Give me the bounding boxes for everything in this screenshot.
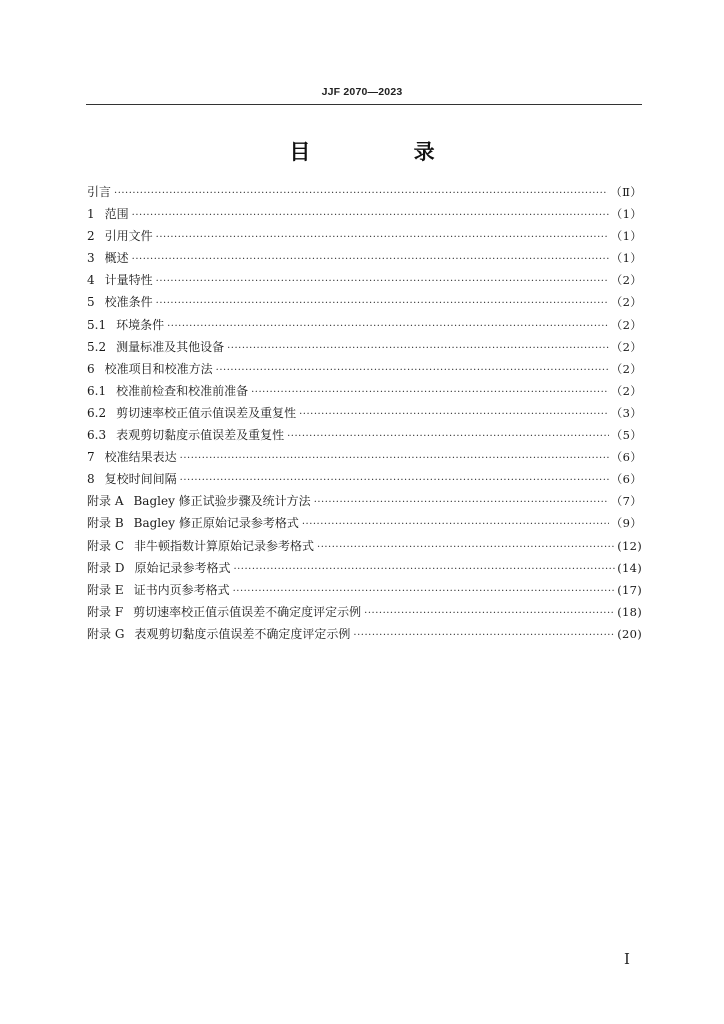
toc-entry-page: （1） <box>610 251 642 266</box>
toc-dot-leader <box>156 227 609 249</box>
toc-entry-label <box>87 247 132 269</box>
toc-entry-text: Bagley 修正试验步骤及统计方法 <box>133 494 311 509</box>
toc-entry-text: 证书内页参考格式 <box>133 582 230 597</box>
toc-entry-page: （2） <box>610 317 642 332</box>
toc-dot-leader <box>299 404 609 426</box>
toc-entry[interactable] <box>87 601 642 623</box>
toc-entry-text: 表观剪切黏度示值误差及重复性 <box>116 428 285 443</box>
toc-entry-label <box>87 203 132 225</box>
toc-entry-page: （2） <box>610 361 642 376</box>
toc-entry-number: 附录 B <box>87 516 124 531</box>
toc-entry[interactable] <box>87 579 642 601</box>
toc-entry-number: 附录 C <box>87 538 124 553</box>
toc-entry[interactable] <box>87 291 642 313</box>
toc-entry[interactable] <box>87 446 642 468</box>
toc-entry-label <box>87 358 216 380</box>
toc-entry[interactable] <box>87 535 642 557</box>
toc-entry-text: 校准结果表达 <box>104 450 177 465</box>
toc-entry[interactable] <box>87 247 642 269</box>
toc-entry-number: 6 <box>87 361 95 376</box>
toc-entry[interactable] <box>87 490 642 512</box>
toc-entry-text: 校准条件 <box>104 295 153 310</box>
toc-entry-number: 8 <box>87 472 95 487</box>
toc-entry-label <box>87 402 299 424</box>
toc-entry-label <box>87 490 314 512</box>
toc-entry-page: (12) <box>617 538 642 553</box>
toc-entry-page: （2） <box>610 339 642 354</box>
toc-entry-number: 5.1 <box>87 317 107 332</box>
toc-entry-number: 2 <box>87 229 95 244</box>
toc-entry-page: （5） <box>610 428 642 443</box>
header-rule <box>86 104 642 105</box>
toc-entry-text: 引用文件 <box>104 229 153 244</box>
toc-entry-label <box>87 623 353 645</box>
toc-entry[interactable] <box>87 424 642 446</box>
toc-entry-label <box>87 535 317 557</box>
toc-entry-number: 3 <box>87 251 95 266</box>
toc-entry-number: 4 <box>87 273 95 288</box>
toc-dot-leader <box>314 492 609 514</box>
toc-entry-page: (20) <box>617 626 642 641</box>
toc-entry-text: 测量标准及其他设备 <box>116 339 225 354</box>
toc-entry-label <box>87 336 227 358</box>
toc-entry-page: (14) <box>617 560 642 575</box>
toc-entry-page: （2） <box>610 273 642 288</box>
toc-dot-leader <box>132 249 609 271</box>
toc-entry-label <box>87 181 114 203</box>
toc-entry[interactable] <box>87 269 642 291</box>
toc-entry-text: Bagley 修正原始记录参考格式 <box>133 516 299 531</box>
page-number: I <box>624 950 630 968</box>
toc-entry-text: 范围 <box>104 207 129 222</box>
toc-entry[interactable] <box>87 181 642 203</box>
toc-entry-number: 6.1 <box>87 383 107 398</box>
toc-entry-label <box>87 512 302 534</box>
toc-entry-number: 5.2 <box>87 339 107 354</box>
toc-dot-leader <box>364 603 615 625</box>
toc-entry-label <box>87 314 167 336</box>
toc-dot-leader <box>251 382 609 404</box>
toc-entry-text: 校准前检查和校准前准备 <box>116 383 249 398</box>
toc-entry-text: 非牛顿指数计算原始记录参考格式 <box>134 538 315 553</box>
toc-entry-label <box>87 380 251 402</box>
toc-dot-leader <box>180 448 609 470</box>
toc-dot-leader <box>132 205 609 227</box>
toc-entry-label <box>87 291 156 313</box>
toc-dot-leader <box>233 581 616 603</box>
toc-entry-text: 概述 <box>104 251 129 266</box>
toc-dot-leader <box>227 338 609 360</box>
toc-entry[interactable] <box>87 358 642 380</box>
toc-entry-label <box>87 468 180 490</box>
toc-entry-page: （2） <box>610 383 642 398</box>
toc-entry-text: 剪切速率校正值示值误差及重复性 <box>116 405 297 420</box>
toc-entry-number: 6.3 <box>87 428 107 443</box>
document-code: JJF 2070—2023 <box>321 86 403 98</box>
toc-entry[interactable] <box>87 512 642 534</box>
toc-entry-text: 环境条件 <box>116 317 165 332</box>
toc-entry[interactable] <box>87 203 642 225</box>
toc-entry-page: （1） <box>610 229 642 244</box>
toc-entry-page: （1） <box>610 207 642 222</box>
toc-list <box>87 181 642 645</box>
toc-entry-text: 引言 <box>87 185 112 199</box>
toc-entry-page: （Ⅱ） <box>610 185 642 199</box>
toc-entry-label <box>87 269 156 291</box>
toc-entry-number: 5 <box>87 295 95 310</box>
toc-dot-leader <box>317 537 615 559</box>
toc-entry-page: （6） <box>610 450 642 465</box>
toc-entry[interactable] <box>87 402 642 424</box>
toc-dot-leader <box>216 360 609 382</box>
toc-entry[interactable] <box>87 623 642 645</box>
toc-entry-page: （9） <box>610 516 642 531</box>
toc-entry-page: (18) <box>617 604 642 619</box>
toc-entry-text: 剪切速率校正值示值误差不确定度评定示例 <box>133 604 362 619</box>
toc-entry-page: （2） <box>610 295 642 310</box>
toc-dot-leader <box>156 271 609 293</box>
toc-entry-number: 附录 D <box>87 560 125 575</box>
toc-entry-label <box>87 225 156 247</box>
toc-entry[interactable] <box>87 336 642 358</box>
toc-entry-number: 附录 F <box>87 604 124 619</box>
toc-entry-text: 表观剪切黏度示值误差不确定度评定示例 <box>134 626 351 641</box>
toc-dot-leader <box>180 470 609 492</box>
toc-entry-page: （3） <box>610 405 642 420</box>
toc-entry-number: 附录 A <box>87 494 124 509</box>
toc-entry-page: (17) <box>617 582 642 597</box>
toc-dot-leader <box>233 559 615 581</box>
toc-entry-label <box>87 424 287 446</box>
toc-entry-number: 7 <box>87 450 95 465</box>
toc-entry-text: 计量特性 <box>104 273 153 288</box>
toc-dot-leader <box>353 625 615 647</box>
toc-dot-leader <box>156 293 609 315</box>
toc-entry-text: 校准项目和校准方法 <box>104 361 213 376</box>
toc-dot-leader <box>287 426 609 448</box>
toc-entry-page: （7） <box>610 494 642 509</box>
toc-entry-label <box>87 579 233 601</box>
toc-entry[interactable] <box>87 380 642 402</box>
toc-entry[interactable] <box>87 225 642 247</box>
toc-entry-page: （6） <box>610 472 642 487</box>
toc-dot-leader <box>302 514 609 536</box>
toc-entry-number: 6.2 <box>87 405 107 420</box>
toc-entry-label <box>87 601 364 623</box>
toc-title: 目 录 <box>289 140 483 164</box>
toc-entry-label <box>87 557 233 579</box>
toc-entry[interactable] <box>87 468 642 490</box>
toc-entry-number: 1 <box>87 207 95 222</box>
toc-dot-leader <box>167 316 609 338</box>
toc-entry-number: 附录 G <box>87 626 125 641</box>
toc-entry-label <box>87 446 180 468</box>
toc-entry[interactable] <box>87 557 642 579</box>
toc-entry-text: 复校时间间隔 <box>104 472 177 487</box>
toc-dot-leader <box>114 183 608 205</box>
toc-entry-number: 附录 E <box>87 582 124 597</box>
toc-entry[interactable] <box>87 314 642 336</box>
toc-entry-text: 原始记录参考格式 <box>134 560 231 575</box>
